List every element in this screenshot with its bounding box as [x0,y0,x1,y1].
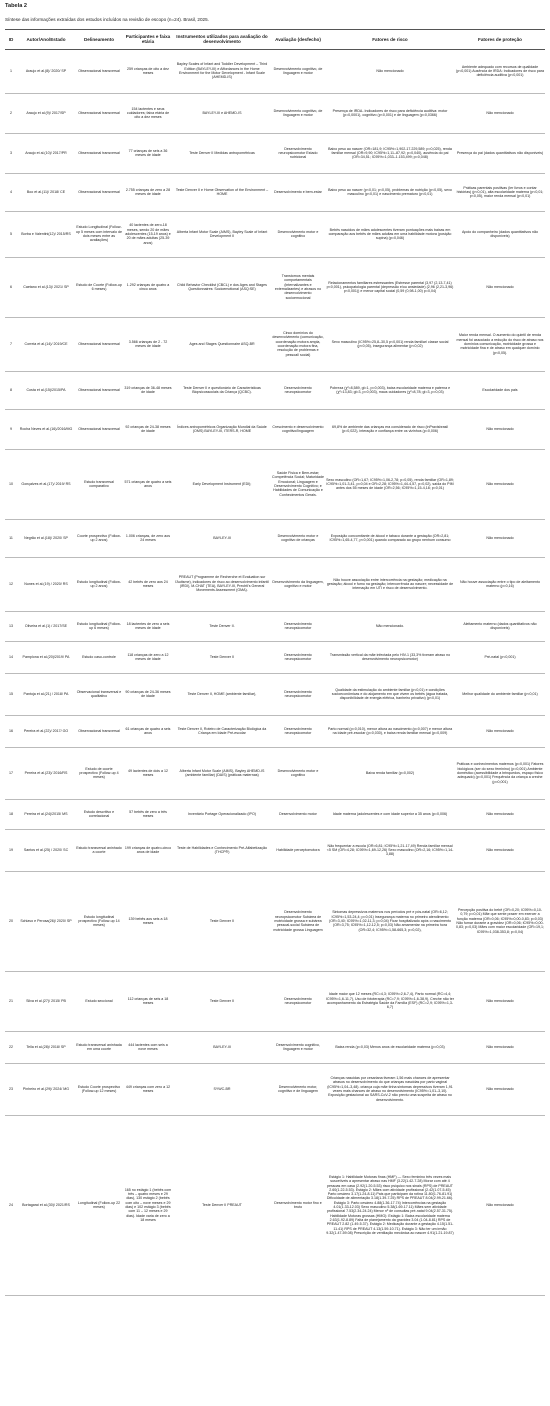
table-row [5,257,545,317]
table-title: Tabela 2 [5,3,27,9]
row-instrumentos: Bayley Scales of Infant and Toddler Development – Third Edition (BAYLEY-III) e Affordances in the Home Environment for the Motor Development - Infant Scale (AHEMD-IS) [173,49,271,93]
row-fatores-risco: Baixa renda (p=0,03) Menos anos de escolaridade materna (p=0,03) [325,1031,455,1063]
row-autor: Santos et al.(25) / 2020/ SC [17,829,75,871]
row-avaliacao: Desenvolvimento motor e cognitivo de crianças [271,519,325,557]
row-id: 5 [5,211,17,257]
row-fatores-risco: Pobreza (χ²=8,589, gl=1, p=0,003), baixa escolaridade materna e paterna e (χ²=13,83; gl=3, p=0,003), maus cuidadores (χ²=8,78; gl=3, p=0,03) [325,371,455,409]
table-row [5,371,545,409]
row-instrumentos: Teste Denver II, HOME (ambiente familiar), [173,673,271,715]
row-instrumentos: BAYLEY-III e AHEMD-IS [173,93,271,133]
row-avaliacao: Desenvolvimento da linguagem, cognitivo e motor [271,557,325,611]
row-instrumentos: Inventário Portage Operacionalizado (IPO) [173,799,271,829]
row-fatores-risco: Transmissão vertical da mãe infectada pelo HIV-1 (33,3% tiveram atraso no desenvolvimento neuropsicomotor) [325,641,455,673]
row-participantes: 92 crianças de 24-38 meses de idade [123,409,173,449]
row-autor: Tella et al.(28)/ 2018/ SP [17,1031,75,1063]
row-delineamento: Observacional transversal [75,715,123,747]
row-id: 9 [5,409,17,449]
row-participantes: 444 lactentes com seis a nove meses [123,1031,173,1063]
row-id: 18 [5,799,17,829]
row-autor: Caetano et al.(13)/ 2021/ SP [17,257,75,317]
row-autor: Araujo et al.(10)/ 2017/PR [17,133,75,173]
row-instrumentos: Índices antropométricos Organização Mundial da Saúde (OMS) BAYLEY-III, ITERS-R, HOME [173,409,271,449]
row-fatores-risco: Crianças nascidas por cesariana tiveram 1,56 mais chances de apresentar atrasos no desenvolvimento do que crianças nascidas por parto vaginal (IC95%=1,04–3,48). criança cuja mãe tinha sintomas depressivos tiveram 1,91 vezes mais chances de atraso no desenvolvimento (IC95%=1,01–3,10). Exposição gestacional ao SARS-CoV-2 não previu uma suspeita de atraso no desenvolvimento. [325,1063,455,1115]
row-instrumentos: Teste Denver II e Home Observation of the Environment – HOME [173,173,271,211]
row-fatores-risco: Parto normal (p=0,010), menor altura ao nascimento (p=0,007) e menor altura na idade pré-escolar (p=0,030), e baixa renda familiar mensal (p=0,009) [325,715,455,747]
row-autor: Araujo et al.(9)/ 2017/SP [17,93,75,133]
row-fatores-protecao: Não mencionado [455,409,545,449]
row-autor: Gonçalves et al.(17)/ 2019/ RS [17,449,75,519]
row-delineamento: Observacional transversal [75,371,123,409]
row-participantes: 57 bebês de zero a três meses [123,799,173,829]
row-avaliacao: Habilidade perceptomotora [271,829,325,871]
row-delineamento: Estudo Longitudinal (Follow-up 5 meses com intervalo de dois meses entre as avaliações) [75,211,123,257]
row-participantes: 3.566 crianças de 2 - 72 meses de idade [123,317,173,371]
row-autor: Pereira et al.(24)/2015/ MS [17,799,75,829]
row-participantes: 139 bebês aos seis a 18 meses [123,871,173,971]
row-avaliacao: Desenvolvimento neuropsicomotor [271,611,325,641]
row-avaliacao: Desenvolvimento cognitivo, linguagem e motor [271,1031,325,1063]
row-instrumentos: Teste Denver II e questionário de Características Biopsicossociais da Criança (QCBC). [173,371,271,409]
row-id: 3 [5,133,17,173]
row-instrumentos: PREAUT (Programme de Recherche et Evaluation sur l'Autisme), indicadores de risco ao desenvolvimento infantil (IRDI), M-CHAT (TEA), BAYLEY-III, Prechtl's General Movements Assessment (GMA). [173,557,271,611]
row-delineamento: Estudo transversal comparativo [75,449,123,519]
row-id: 8 [5,371,17,409]
row-participantes: 18 lactentes de zero a seis meses de idade [123,611,173,641]
row-fatores-risco: Idade materna (adolescentes e com idade superior a 35 anos (p=0,006) [325,799,455,829]
row-id: 16 [5,715,17,747]
row-id: 6 [5,257,17,317]
row-delineamento: Estudo transversal aninhada em uma coorte [75,1031,123,1063]
row-fatores-protecao: Práticas e conhecimentos maternos (p=0,001) Fatores biológicos (ser do sexo feminino) (p=0,001) Ambiente doméstico (acessibilidade a brinquedos, espaço físico adequado) (p=0,001) Frequência da criança a creche (p=0,001) [455,747,545,799]
row-delineamento: Estudo longitudinal (Follow-up 6 meses) [75,611,123,641]
row-participantes: 1.006 crianças, de zero aos 24 meses [123,519,173,557]
row-instrumentos: Alberta Infant Motor Scale (AIMS), Bayley Scale of Infant Development II [173,211,271,257]
row-delineamento: Estudo transversal aninhado a coorte [75,829,123,871]
row-fatores-protecao: Não mencionado [455,257,545,317]
row-delineamento: Estudo caso-controle [75,641,123,673]
row-id: 23 [5,1063,17,1115]
row-instrumentos: Teste Denver II, Roteiro de Caracterização Biológica da Criança em Idade Pré-escolar [173,715,271,747]
row-autor: Costa et al.(15)/2015/PA [17,371,75,409]
header-row [5,30,545,50]
row-fatores-protecao: Não mencionado [455,799,545,829]
row-fatores-protecao: Aleitamento materno (dados quantitativos não disponíveis) [455,611,545,641]
row-fatores-protecao: Não mencionado [455,1063,545,1115]
row-participantes: 154 lactentes e seus cuidadores; faixa etária de oito a dez meses [123,93,173,133]
row-avaliacao: Desenvolvimento motor [271,799,325,829]
row-avaliacao: Desenvolvimento neuropsicomotor [271,673,325,715]
row-instrumentos: Teste Denver II. [173,611,271,641]
row-autor: Pamplona et al.(20)/2019/ PA [17,641,75,673]
row-delineamento: Observacional transversal [75,133,123,173]
header-participantes: Participantes e faixa etária [123,30,173,50]
row-instrumentos: Alberta Infant Motor Scale (AIMS), Bayley AHEMD-IS (ambiente familiar) (DAIS) (práticas maternas) [173,747,271,799]
row-participantes: 165 no estágio 1 (bebês com três – quatro meses e 29 dias), 130 estágio 2 (bebês com oito – nove meses e 29 dias) e 102 estágio 3 (bebês com 11 – 12 meses e 29 dias). Idade varia de zero a 18 meses [123,1115,173,1295]
row-id: 14 [5,641,17,673]
row-participantes: 61 crianças de quatro a seis anos [123,715,173,747]
row-delineamento: Estudo longitudinal prospectivo (Follow-up 14 meses) [75,871,123,971]
row-fatores-risco: Estágio 1: Habilidade Motoras finas (HMF) — Sexo feminino três vezes mais suscetíveis a apresentar atraso nas HMF (3.22(1.42-7.28) Morar com até 4 pessoas em casa (2.92(1.20-5.53) risco psíquico nos sinais (RPS) de PREAUT 2.60(1.22-5.53). Estágio 2: Mães com atividade profissional (2.42(1.07-5.45) Parto cesáreo 3.17(1.24-8.11) Pais que participam da rotina 11.80(1.76-81.91) Dificuldade de alimentação 3.18(1.39-7.25) RPS de PREAUT 8.04(2.99-21.66). Estágio 3: Parto cesáreo 4.88(1.36-17.74) Intercorrências na gestação 4.01(1.33-12.03) Sexo masculino 5.38(1.69-17.11) Mães sem atividade profissional 7.53(2.34-24.24) Menor nº de consultas pré-natal 9.04(2.57-31.75). Habilidade Motoras grossas (HMG): Estágio 1: Baixa escolaridade materna 2.63(1.92-8.89) Falta de planejamento da gravidez 3.04 (1.04-8.81) RPS de PREAUT 2.82 (1.49-5.37). Estágio 2: Medicação durante a gestação 4.15(1.51-11.41) RPS de PREAUT 4.13(1.59-10.71). Estágio 3: Não ter um irmão 9.32(1.47-59.08) Prescrição de ventilação mecânica ao nascer 4.91(1.21-19.87) [325,1115,455,1295]
row-fatores-risco: Não mencionado. [325,611,455,641]
row-delineamento: Observacional transversal [75,409,123,449]
row-avaliacao: Desenvolvimento cognitivo, de linguagem e motor [271,93,325,133]
row-fatores-protecao: Não mencionado [455,519,545,557]
table-row [5,173,545,211]
table-row [5,49,545,93]
row-avaliacao: Desenvolvimento motor e cognitivo [271,211,325,257]
row-fatores-protecao: Maior renda mensal. O aumento do quintil de renda mensal foi associado a redução do risco de atraso nos domínios comunicação, motricidade grossa e motricidade fina e de atraso em qualquer domínio (p<0,05). [455,317,545,371]
row-participantes: 2.755 crianças de zero a 28 meses de idade [123,173,173,211]
row-fatores-risco: Baixo peso ao nascer (p<0,01; p<0,05), problemas de nutrição (p<0,05), sexo masculino (p<0,01) e nascimento prematuro (p<0,01) [325,173,455,211]
row-autor: Rocha Neves et al.(16)/2016/MG [17,409,75,449]
row-participantes: 319 crianças de 36-48 meses de idade [123,371,173,409]
table-row [5,557,545,611]
table-row [5,641,545,673]
row-autor: Oliveira et al.(1) / 2017/SE [17,611,75,641]
row-participantes: 112 crianças de seis a 18 meses [123,971,173,1031]
row-autor: Borba e Valentini(12)/ 2015/RS [17,211,75,257]
row-avaliacao: Desenvolvimento neuropsicomotor Subárea de motricidade grossa e subárea pessoal-social Subárea de motricidade grossa Linguagem [271,871,325,971]
row-instrumentos: Teste Denver II [173,971,271,1031]
table-row [5,93,545,133]
row-id: 17 [5,747,17,799]
table-row [5,829,545,871]
row-fatores-risco: Presença de IRDA- Indicadores de risco para deficiência auditiva: motor (p=0,0001), cognitivo (p<0,001) e de linguagem (p=0,0366) [325,93,455,133]
header-instrumentos: Instrumentos utilizados para avaliação do desenvolvimento [173,30,271,50]
table-row [5,317,545,371]
row-instrumentos: Teste Denver II [173,871,271,971]
table-row [5,1063,545,1115]
row-avaliacao: Desenvolvimento neuropsicomotor [271,715,325,747]
table-header [5,30,545,50]
header-delineamento: Delineamento [75,30,123,50]
row-instrumentos: Teste Denver II PREAUT [173,1115,271,1295]
row-autor: Araujo et al.(8)/ 2020/ SP [17,49,75,93]
row-participantes: 118 crianças de zero a 12 meses de idade [123,641,173,673]
row-autor: Pinheiro et al.(29)/ 2024/ MG [17,1063,75,1115]
row-id: 19 [5,829,17,871]
row-delineamento: Coorte prospectivo (Follow-up 2 anos) [75,519,123,557]
header-fatores-protecao: Fatores de proteção [455,30,545,50]
header-id: ID [5,30,17,50]
row-id: 12 [5,557,17,611]
row-instrumentos: Teste Denver II Medidas antropométricas [173,133,271,173]
row-fatores-risco: Sintomas depressivos maternos nos períodos pré e pós-natal (OR=6,12; IC95%=1,53-24,4; p=0,01) Insegurança materna no primeiro atendimento (OR=3,40; IC95%=1,02-11,3; p=0,04) Ficar hospitalizado após o nascimento (OR=3,75; IC95%=1,12-12,5; p=0,03) Não amamentar na primeira hora (OR=32,4; IC95%=1,58-665,3; p=0,02), [325,871,455,971]
row-autor: Silva et al.(27)/ 2015/ PB [17,971,75,1031]
table-row [5,715,545,747]
row-autor: Negrão et al.(18)/ 2020/ SP [17,519,75,557]
row-instrumentos: BAYLEY-III [173,519,271,557]
table-row [5,1031,545,1063]
table-body [5,49,545,1295]
row-delineamento: Estudo longitudinal (Follow-up 2 anos) [75,557,123,611]
row-participantes: 571 crianças de quatro a seis anos [123,449,173,519]
row-avaliacao: Desenvolvimento motor e cognitivo [271,747,325,799]
row-participantes: 42 bebês de zero aos 24 meses [123,557,173,611]
row-delineamento: Estudo descritivo e correlacional [75,799,123,829]
row-fatores-risco: Sexo masculino (IC95%=25,8–30,5 p<0,001) renda familiar/ classe social (p<0,05), insegurança alimentar (p<0,02) [325,317,455,371]
row-instrumentos: SYWC-BR [173,1063,271,1115]
synthesis-table [5,29,545,1296]
row-fatores-protecao: Não houve associação entre o tipo de aleitamento materno (p=0,16) [455,557,545,611]
row-fatores-protecao: Apoio do companheiro (dados quantitativos não disponíveis) [455,211,545,257]
row-instrumentos: Teste de Habilidades e Conhecimento Pré-Alfabetização (THCP®) [173,829,271,871]
row-fatores-risco: Sexo masculino (OR=1,67; IC95%=1,06-2,78; p=0,05), renda familiar (OR=1,89; IC95%=1,01-3,41, p=0,04 e OR=2,28; IC95%=1,44-4,57, p=0,02), saída do PIM antes dos 55 meses de idade (OR=2,56; IC95%=1,15-4,18; p=0,01) [325,449,455,519]
row-participantes: 1.292 crianças de quatro a cinco anos [123,257,173,317]
row-participantes: 90 crianças de 24-36 meses de idade [123,673,173,715]
row-fatores-protecao: Não mencionado [455,715,545,747]
row-id: 21 [5,971,17,1031]
header-avaliacao: Avaliação (desfecho) [271,30,325,50]
row-autor: Pantoja et al.(21) / 2018/ PA [17,673,75,715]
table-row [5,799,545,829]
row-fatores-risco: Baixa renda familiar (p=0,002) [325,747,455,799]
row-avaliacao: Desenvolvimento motor, cognitivo e de linguagem [271,1063,325,1115]
row-autor: Pereira et al.(22)/ 2017/ GO [17,715,75,747]
row-delineamento: Observacional transversal e qualitativo [75,673,123,715]
row-avaliacao: Desenvolvimento e bem-estar [271,173,325,211]
row-participantes: 199 crianças de quatro-cinco anos de idade [123,829,173,871]
row-autor: Boo et al.(11)/ 2018/ CE [17,173,75,211]
row-id: 2 [5,93,17,133]
row-fatores-protecao: Não mencionado [455,1031,545,1063]
row-fatores-protecao: Não mencionado [455,93,545,133]
row-delineamento: Estudo de coorte prospectivo (Follow-up 4 meses) [75,747,123,799]
row-id: 7 [5,317,17,371]
row-fatores-risco: 69,8% de ambiente das crianças era considerado de risco (inPraxisbrasil (p=0,022), interação e confiança entre os vizinhos (p=0,006) [325,409,455,449]
table-row [5,449,545,519]
row-participantes: 449 crianças com zero a 12 meses [123,1063,173,1115]
row-delineamento: Estudo de Coorte (Follow-up 6 meses) [75,257,123,317]
row-fatores-risco: Bebês nascidos de mães adolescentes tiveram pontuações mais baixas em comparação aos bebês de mães adultas em uma habilidade motora (posição supina) (p=0,046) [325,211,455,257]
row-fatores-protecao: Práticas parentais positivas (ler livros e contar histórias) (p<0,01), alta escolaridade materna (p<0,01; p<0,05), maior renda mensal (p<0,01) [455,173,545,211]
row-fatores-protecao: Presença do pai (dados quantitativos não disponíveis) [455,133,545,173]
row-participantes: 77 crianças de seis a 36 meses de idade [123,133,173,173]
row-avaliacao: Desenvolvimento neuropsicomotor Estado nutricional [271,133,325,173]
row-avaliacao: Desenvolvimento neuropsicomotor [271,641,325,673]
row-id: 11 [5,519,17,557]
table-row [5,1115,545,1295]
row-instrumentos: BAYLEY-III [173,1031,271,1063]
row-fatores-risco: Exposição concomitante de álcool e tabaco durante a gestação (OR=2,81; IC95%=1,65-4,77, p<0,001) quando comparado ao grupo nenhum consumo [325,519,455,557]
row-avaliacao: Desenvolvimento cognitivo, de linguagem e motor [271,49,325,93]
row-fatores-risco: Não houve associação entre intercorrência na gestação; medicação na gestação; álcool e fumo na gestação; intercorrência ao nascer; necessidade de internação em UTI e risco de desenvolvimento. [325,557,455,611]
row-participantes: 40 lactentes de zero-18 meses, sendo 20 de mães adolescentes (15-19 anos) e 20 de mães adultas (25-39 anos) [123,211,173,257]
table-row [5,211,545,257]
row-id: 13 [5,611,17,641]
table-row [5,747,545,799]
row-autor: Correia et al.(14)/ 2019/CE [17,317,75,371]
row-fatores-protecao: Ambiente adequado com recursos de qualidade (p<0,001) Ausência de IRDA: Indicadores de risco para deficiência auditiva (p<0,001) [455,49,545,93]
table-row [5,519,545,557]
table-caption: Síntese das informações extraídas dos estudos incluídos na revisão de escopo (n=24). Brasil, 2025. [5,17,209,22]
row-id: 4 [5,173,17,211]
header-fatores-risco: Fatores de risco [325,30,455,50]
row-avaliacao: Desenvolvimento neuropsicomotor [271,371,325,409]
row-avaliacao: Cinco domínios do desenvolvimento (comunicação, coordenação motora ampla, coordenação motora fina, resolução de problemas e pessoal/ social) [271,317,325,371]
table-row [5,611,545,641]
row-delineamento: Observacional transversal [75,317,123,371]
row-fatores-risco: Baixo peso ao nascer (OR=181,9; IC95%=1,902-17.229,589; p=0,025), renda familiar mensal (OR=9,90; IC95%=1,11–87,92; p=0,040), ausência do pai (OR=34,51; IC95%=1,033–1.153,499; p=0,048) [325,133,455,173]
row-delineamento: Observacional transversal [75,93,123,133]
row-fatores-protecao: Melhor qualidade do ambiente familiar (p<0,01) [455,673,545,715]
table-row [5,871,545,971]
row-avaliacao: Desenvolvimento motor fino e bruto [271,1115,325,1295]
row-fatores-protecao: Percepção positiva do bebê (OR=0,20; IC95%=0,10-0,79; p=0,01) Mãe que sente prazer em exercer a função materna (OR=0,06; IC95%=0,00-0,83; p=0,03) Não fumar durante a gravidez (OR=0,06; IC95%=0,00-0,83; p=0,03) Mães com maior escolaridade (OR=19,1; IC95%=1,038-353,8; p=0,04) [455,871,545,971]
row-fatores-risco: Não frequentar a escola (OR=6,81; IC95%=1,21-17,49) Renda familiar mensal <5 SM (OR=4,28; IC95%=1,69-12,26) Sexo masculino (OR=2,16; IC95%=1,14-3,88) [325,829,455,871]
row-instrumentos: Child Behavior Checklist (CBCL) e dos Ages and Stages Questionnaires: Socioemotional (ASQ:SE) [173,257,271,317]
row-delineamento: Estudo seccional [75,971,123,1031]
row-instrumentos: Teste Denver II [173,641,271,673]
row-fatores-protecao: Não mencionado [455,829,545,871]
row-instrumentos: Ages and Stages Questionnaire ASQ-BR [173,317,271,371]
row-participantes: 49 lactentes de dois a 12 meses [123,747,173,799]
row-fatores-protecao: Não mencionado [455,971,545,1031]
row-id: 22 [5,1031,17,1063]
row-id: 10 [5,449,17,519]
row-autor: Nunes et al.(19) / 2020/ RS [17,557,75,611]
row-fatores-protecao: Escolaridade dos pais [455,371,545,409]
row-autor: Pereira et al.(23)/ 2016/RS [17,747,75,799]
row-fatores-protecao: Não mencionado [455,1115,545,1295]
row-id: 15 [5,673,17,715]
row-delineamento: Observacional transversal [75,49,123,93]
row-fatores-risco: Relacionamentos familiares estressantes (Estresse parental (3,97 (2,13-7,41) p<0,001), psicopatologia parental (depressão e/ou ansiedade) (2,96 (2,21-3,96) p<0,001)) e menor capital social (0,59 (0,98-1,00) p=0,04) [325,257,455,317]
row-delineamento: Longitudinal (Follow-up 22 meses) [75,1115,123,1295]
row-delineamento: Observacional transversal [75,173,123,211]
row-fatores-risco: Qualidade da estimulação do ambiente familiar (p<0,01) e condições socioeconômicas e do alojamento em que vivem os bebês (água tratada, disponibilidade de energia elétrica, banheiro privativo) (p<0,01) [325,673,455,715]
row-fatores-protecao: Pré-natal (p<0,001) [455,641,545,673]
row-avaliacao: Transtornos mentais comportamentais (internalizantes e externalizantes) e atrasos no desenvolvimento socioemocional [271,257,325,317]
table-row [5,133,545,173]
row-id: 1 [5,49,17,93]
table-row [5,971,545,1031]
header-autor: Autor/Ano/Estado [17,30,75,50]
table-row [5,409,545,449]
table-row [5,673,545,715]
row-autor: Schiavo e Perosa(26)/ 2020/ SP [17,871,75,971]
row-autor: Bortagarai et al.(30)/ 2021/RS [17,1115,75,1295]
row-participantes: 259 crianças de oito a dez meses [123,49,173,93]
row-fatores-protecao: Não mencionado [455,449,545,519]
row-fatores-risco: Não mencionado [325,49,455,93]
row-avaliacao: Desenvolvimento neuropsicomotor [271,971,325,1031]
row-fatores-risco: Idade maior que 12 meses (RC=4,3; IC95%=2,6-7,4), Parto normal (RC=4,4; IC95%=1,6-11,7), Uso de fototerapia (RC=7,9; IC95%=1,6-38,9), Creche não ter acompanhamento da Estratégia Saúde da Família (ESF) (RC=2,9; IC95%=1,3-6,7) [325,971,455,1031]
row-avaliacao: Crescimento e desenvolvimento cognitivo/linguagem [271,409,325,449]
row-id: 24 [5,1115,17,1295]
row-instrumentos: Early Development Instrument (EDI); [173,449,271,519]
row-delineamento: Estudo Coorte prospectivo (Follow-up 12 meses) [75,1063,123,1115]
row-id: 20 [5,871,17,971]
row-avaliacao: Saúde Física e Bem-estar; Competência Social; Maturidade Emocional; Linguagem e Desenvolvimento Cognitivo; e Habilidades de Comunicação e Conhecimentos Gerais. [271,449,325,519]
